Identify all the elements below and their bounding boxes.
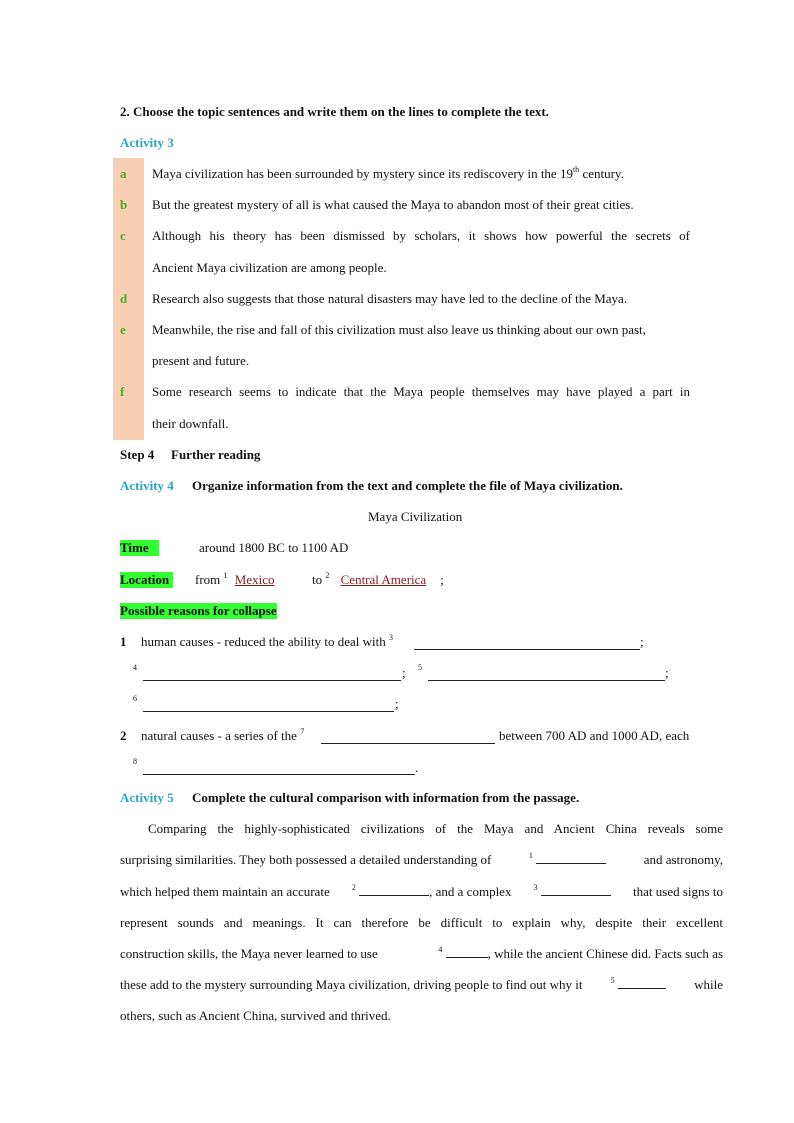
blank-4-line[interactable] bbox=[143, 680, 401, 681]
reasons-label: Possible reasons for collapse bbox=[120, 603, 277, 618]
reason1-number: 1 bbox=[120, 634, 127, 649]
option-f-line2: their downfall. bbox=[152, 416, 229, 431]
instruction-heading: 2. Choose the topic sentences and write them on the lines to complete the text. bbox=[120, 104, 549, 119]
option-letter-a: a bbox=[120, 166, 127, 181]
option-c-line2: Ancient Maya civilization are among people. bbox=[152, 260, 387, 275]
reason1-semicolon: ; bbox=[640, 634, 644, 649]
blank-4-number: 4 bbox=[133, 663, 137, 672]
passage-line-2: surprising similarities. They both possessed a detailed understanding of $^1$ and astronomy, bbox=[120, 851, 723, 867]
option-d-text: Research also suggests that those natural disasters may have led to the decline of the Maya. bbox=[152, 291, 628, 306]
blank-5-number: 5 bbox=[418, 663, 422, 672]
reason1-text: human causes - reduced the ability to deal with $^3$ bbox=[141, 633, 394, 649]
location-to: to $^2$ Central America ; bbox=[312, 571, 444, 587]
blank-8-period: . bbox=[415, 760, 419, 775]
passage-line-6: these add to the mystery surrounding Maya civilization, driving people to find out why it $^5$ while bbox=[120, 976, 723, 992]
activity4-instruction: Organize information from the text and complete the file of Maya civilization. bbox=[192, 478, 623, 493]
reason2-number: 2 bbox=[120, 728, 127, 743]
passage-line-3: which helped them maintain an accurate $^2$ , and a complex $^3$ that used signs to bbox=[120, 883, 723, 899]
option-c-line1: Although his theory has been dismissed by scholars, it shows how powerful the secrets of bbox=[152, 228, 690, 243]
option-e-line2: present and future. bbox=[152, 353, 250, 368]
passage-line-1: Comparing the highly-sophisticated civilizations of the Maya and Ancient China reveals some bbox=[148, 821, 723, 836]
passage-blank-1[interactable] bbox=[536, 852, 606, 864]
time-value: around 1800 BC to 1100 AD bbox=[199, 540, 349, 555]
option-a-text: Maya civilization has been surrounded by mystery since its rediscovery in the 19th century. bbox=[152, 165, 624, 181]
blank-6-number: 6 bbox=[133, 694, 137, 703]
option-f-line1: Some research seems to indicate that the Maya people themselves may have played a part in bbox=[152, 384, 690, 399]
option-e-line1: Meanwhile, the rise and fall of this civilization must also leave us thinking about our own past, bbox=[152, 322, 646, 337]
activity5-label: Activity 5 bbox=[120, 790, 174, 805]
options-letter-column bbox=[113, 158, 144, 440]
option-b-text: But the greatest mystery of all is what caused the Maya to abandon most of their great cities. bbox=[152, 197, 634, 212]
passage-blank-2[interactable] bbox=[359, 884, 429, 896]
reason2-after: between 700 AD and 1000 AD, each bbox=[499, 728, 690, 743]
answer-central-america: Central America bbox=[340, 572, 427, 587]
location-label: Location bbox=[120, 572, 173, 588]
blank-6-semicolon: ; bbox=[395, 696, 399, 711]
passage-blank-3[interactable] bbox=[541, 884, 611, 896]
reason2-text: natural causes - a series of the $^7$ bbox=[141, 727, 305, 743]
blank-8-number: 8 bbox=[133, 757, 137, 766]
blank-4-semicolon: ; bbox=[402, 665, 406, 680]
activity3-label: Activity 3 bbox=[120, 135, 174, 150]
option-letter-e: e bbox=[120, 322, 126, 337]
passage-line-7: others, such as Ancient China, survived and thrived. bbox=[120, 1008, 391, 1023]
passage-blank-4[interactable] bbox=[446, 946, 488, 958]
blank-8-line[interactable] bbox=[143, 774, 415, 775]
file-title: Maya Civilization bbox=[368, 509, 463, 524]
blank-3-line[interactable] bbox=[414, 649, 640, 650]
blank-5-line[interactable] bbox=[428, 680, 665, 681]
blank-5-semicolon: ; bbox=[665, 665, 669, 680]
option-letter-d: d bbox=[120, 291, 128, 306]
step4-title: Further reading bbox=[171, 447, 261, 462]
blank-7-line[interactable] bbox=[321, 743, 495, 744]
passage-blank-5[interactable] bbox=[618, 977, 666, 989]
answer-mexico: Mexico bbox=[234, 572, 275, 587]
passage-line-4: represent sounds and meanings. It can therefore be difficult to explain why, despite their excellent bbox=[120, 915, 723, 930]
passage-line-5: construction skills, the Maya never learned to use $^4$ , while the ancient Chinese did. Facts such as bbox=[120, 945, 723, 961]
activity5-instruction: Complete the cultural comparison with information from the passage. bbox=[192, 790, 580, 805]
activity4-label: Activity 4 bbox=[120, 478, 174, 493]
option-letter-f: f bbox=[120, 384, 125, 399]
option-letter-c: c bbox=[120, 228, 126, 243]
step4-label: Step 4 bbox=[120, 447, 155, 462]
location-from: from $^1$ Mexico bbox=[195, 572, 285, 588]
time-label: Time bbox=[120, 540, 159, 556]
option-letter-b: b bbox=[120, 197, 128, 212]
blank-6-line[interactable] bbox=[143, 711, 394, 712]
